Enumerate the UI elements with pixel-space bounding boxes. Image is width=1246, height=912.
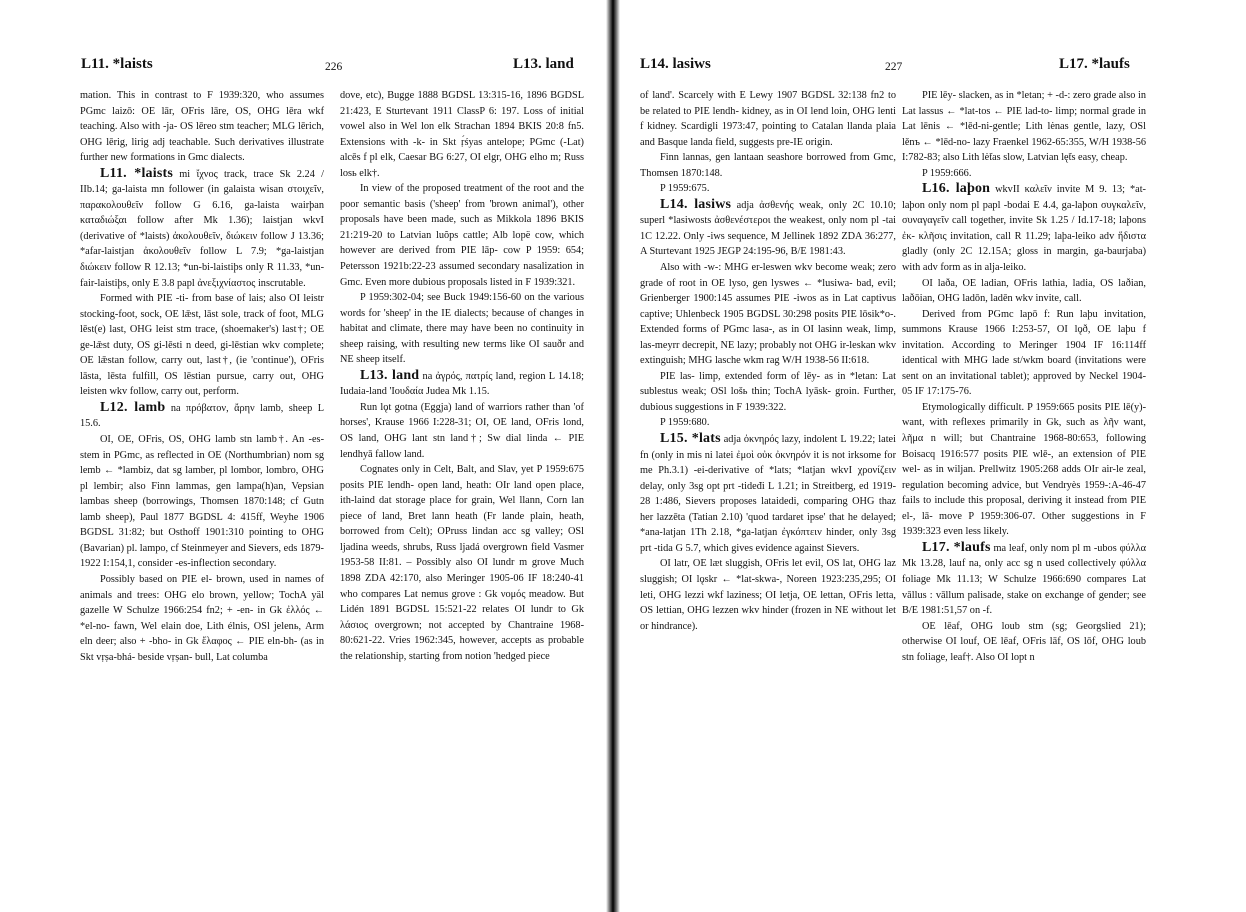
entry-lemma: L12. lamb: [100, 399, 166, 415]
paragraph-text: P 1959:302-04; see Buck 1949:156-60 on the various words for 'sheep' in the IE dialects; because of changes in habitat and climate, there may have been no continuity in sheep raising, with resulting new terms like OI sauðr and NE sheep itself.: [340, 292, 584, 366]
paragraph-text: OI, OE, OFris, OS, OHG lamb stn lamb†. An -es-stem in PGmc, as reflected in OE (Northumbrian) nom sg lemb ← *lambiz, dat sg lamber, pl lombor, lombro, OHG pl lembir; also Finn lammas, gen lampa(h)an, Vepsian lambas sheep (borrowings, Thomsen 1870:148; cf Gutn lamb sheep), Paul 1877 BGDSL 4: 415ff, Weyhe 1906 BGDSL 31:82; but Osthoff 1901:310 pointing to OHG (Bavarian) pl. lampo, cf Steinmeyer and Sievers, eds 1879-1922 I:154,1, consider -es-inflection secondary.: [80, 434, 324, 570]
paragraph-text: P 1959:675.: [660, 183, 710, 195]
text-column-2: [902, 88, 1146, 665]
entry-paragraph: [902, 181, 1146, 275]
text-column-1: [80, 88, 324, 665]
paragraph-text: Run lǫt gotna (Eggja) land of warriors rather than 'of horses', Krause 1966 I:228-31; OI, OE land, OFris lond, OS land, OHG lant stn land†; Sw dial linda ← PIE lendhyā fallow land.: [340, 401, 584, 460]
paragraph: [340, 290, 584, 368]
paragraph: [902, 276, 1146, 307]
paragraph-text: P 1959:666.: [922, 167, 972, 179]
paragraph-text: Cognates only in Celt, Balt, and Slav, yet P 1959:675 posits PIE lendh- open land, heath: OIr land open place, ith-laind dat storage place for grain, Wel llann, Corn lan piece of land, Bret lann heath (Fr lande plain, heath, borrowed from Celt); OPruss lindan acc sg valley; OSl ljadina weeds, shrubs, Russ ljadá overgrown field Vasmer 1953-58 II:81. – Possibly also OI lundr m grove Much 1898 ZDA 42:170, also Meringer 1905-06 IF 18:240-41 who compares Lat nemus grove : Gk νομός meadow. But Lidén 1891 BGDSL 15:521-22 relates OI lundr to Gk λάσιος overgrown; not accepted by Chantraine 1968-80:621-22. Vries 1962:345, however, accepts as probable the relationship, starting from notion 'hedged piece: [340, 464, 584, 662]
running-head-right: L17. *laufs: [1059, 56, 1130, 72]
page-number: 227: [885, 61, 903, 73]
paragraph: [902, 88, 1146, 166]
paragraph: [902, 307, 1146, 400]
paragraph: [640, 88, 896, 150]
paragraph: [640, 556, 896, 634]
paragraph-text: mi ἴχνος track, trace Sk 2.24 / IIb.14; ga-laista mn follower (in galaista wisan στοιχεῖν, παρακολουθεῖν follow G 6.16, ga-laista wairþan καταδιώξαι follow after Mk 1.36); laistjan wkvI (derivative of *laists) ἀκολουθεῖν, διώκειν follow J 13.36; *afar-laistjan ἀκολουθεῖν follow L 7.9; *ga-laistjan διώκειν follow R 12.13; *un-bi-laistiþs only R 11.33, *un-fair-laistiþs, only E 3.8 papl ἀνεξιχνίαστος inscrutable.: [80, 168, 324, 289]
paragraph-text: ma leaf, only nom pl m -ubos φύλλα Mk 13.28, lauf na, only acc sg n used collectively φύλλα foliage Mk 11.13; W Schulze 1966:690 compares Lat vāllus : vāllum palisade, stake on exchange of gender; see B/E 1981:51,57 on -f.: [902, 542, 1146, 617]
text-column-1: [640, 88, 896, 634]
paragraph-text: dove, etc), Bugge 1888 BGDSL 13:315-16, 1896 BGDSL 21:423, E Sturtevant 1911 ClassP 6: 197. Loss of initial vowel also in Wel lon elk Strachan 1894 BKIS 20:8 fn5. Extensions with -k- in Skt ṛ́śyas antelope; PGmc (-Lat) alcēs f pl elk, Caesar BG 6:27, OI elgr, OHG elho m; Russ losь elk†.: [340, 90, 584, 179]
entry-lemma: L17. *laufs: [922, 539, 991, 555]
paragraph-text: OE lēaf, OHG loub stm (sg; Georgslied 21); otherwise OI louf, OE lēaf, OFris lāf, OS lōf, OHG loub stn foliage, leaf†. Also OI lopt n: [902, 620, 1146, 663]
entry-paragraph: [640, 431, 896, 556]
paragraph-text: OI laða, OE ladian, OFris lathia, ladia, OS laðian, laðōian, OHG ladōn, ladēn wkv invite, call.: [902, 277, 1146, 305]
paragraph: [902, 619, 1146, 666]
entry-paragraph: [80, 166, 324, 291]
paragraph-text: Finn lannas, gen lantaan seashore borrowed from Gmc, Thomsen 1870:148.: [640, 152, 896, 179]
paragraph-text: PIE las- limp, extended form of lēy- as in *letan: Lat sublestus weak; OSl lošь thin; TochA lyāsk- groin. Further, dubious suggestions in F 1939:322.: [640, 370, 896, 413]
paragraph: [80, 291, 324, 400]
entry-lemma: L11. *laists: [100, 165, 174, 181]
paragraph-text: adja ὀκνηρός lazy, indolent L 19.22; latei fn (only in mis ni latei ἐμοὶ οὐκ ὀκνηρόν it is not irksome for me Ph.3.1) -ei-derivative of *lats; *latjan wkvI χρονίζειν delay, only 3sg opt prt -tideđi L 1.21; in Streitberg, ed 1919-28 1:486, Sievers proposes lataidedi, comparing OHG thaz her lazzēta (Tatian 2.10) 'quod tardaret ipse' that he delayed; *ana-latjan 1Th 2.18, *ga-latjan ἐγκόπτειν hinder, only 3sg prt -tida G 5.7, which gives evidence against Sievers.: [640, 434, 896, 554]
entry-lemma: L13. land: [360, 367, 420, 383]
paragraph: [340, 88, 584, 181]
paragraph: [902, 166, 1146, 182]
entry-lemma: L15. *lats: [660, 431, 721, 447]
running-head-right: L13. land: [513, 56, 574, 72]
paragraph-text: mation. This in contrast to F 1939:320, who assumes PGmc laizō: OE lār, OFris lāre, OS, OHG lēra wkf teaching. Also with -ja- OS lēreo stm teacher; MLG lērich, OHG lērig, lirig adj teachable. Such derivatives illustrate further new formations in Gmc dialects.: [80, 90, 324, 164]
paragraph: [340, 462, 584, 664]
text-column-2: [340, 88, 584, 664]
paragraph: [80, 88, 324, 166]
paragraph: [640, 369, 896, 416]
paragraph-text: Derived from PGmc lapō f: Run laþu invitation, summons Krause 1966 I:253-57, OI lǫð, OE laþu f invitation. According to Meringer 1904 IF 16:114ff identical with MHG lade st/wkm board (invitations were sent on an invitational tablet); approved by Neckel 1904-05 IF 17:175-76.: [902, 308, 1146, 398]
paragraph: [640, 150, 896, 181]
paragraph: [80, 572, 324, 665]
paragraph: [640, 260, 896, 369]
left-page: [0, 0, 606, 912]
book-spine-gutter: [606, 0, 620, 912]
entry-paragraph: [902, 540, 1146, 619]
running-head-left: L14. lasiws: [640, 56, 711, 72]
paragraph: [902, 400, 1146, 540]
paragraph: [340, 181, 584, 290]
entry-paragraph: [80, 400, 324, 432]
right-page: [620, 0, 1246, 912]
paragraph-text: Possibly based on PIE el- brown, used in names of animals and trees: OHG elo brown, yellow; TochA yäl gazelle W Schulze 1966:254 fn2; + -en- in Gk ἐλλός ← *el-no- fawn, Wel elain doe, Lith élnis, OSl jelenь, Arm eln deer; also + -bho- in Gk ἔλαφος ← PIE eln-bh- (as in Skt vṛṣa-bhá- beside vṛṣan- bull, Lat columba: [80, 573, 324, 663]
paragraph-text: In view of the proposed treatment of the root and the poor semantic basis ('sheep' from 'brown animal'), other proposals have been made, such as Mikkola 1896 BKIS 21:219-20 to Latvian luõps cattle; Alb lopë cow, which however are derived from PIE lāp- cow P 1959: 654; Petersson 1921b:22-23 assumed secondary nasalization in Gmc. Even more dubious proposals listed in F 1939:321.: [340, 183, 584, 288]
paragraph-text: PIE lēy- slacken, as in *letan; + -d-: zero grade also in Lat lassus ← *lat-tos ← PIE lad-to- limp; normal grade in Lat lēnis ← *lēd-ni-gentle; Lith lėnas gentle, lazy, OSl lěnъ ← *lēd-no- lazy Fraenkel 1962-65:355, W/H 1938-56 I:782-83; also Lith lė̃tas slow, Latvian lę̃ts easy, cheap.: [902, 90, 1146, 164]
paragraph-text: wkvII καλεῖν invite M 9. 13; *at-laþon only nom pl papl -bodai E 4.4, ga-laþon συγκαλεῖν, συναγαγεῖν call together, invite Sk 1.25 / Id.17-18; laþons ἐκ- κλῆσις invitation, call R 11.29; laþa-leiko adv ἥδιστα gladly (only 2C 12.15A; gloss in margin, ga-baurjaba) with adv form as in alja-leiko.: [902, 184, 1146, 274]
paragraph-text: adja ἀσθενής weak, only 2C 10.10; superl *lasiwosts ἀσθενέστεροι the weakest, only nom pl -tai 1C 12.22. Only -iws sequence, M Jellinek 1892 ZDA 36:277, A Sturtevant 1925 JEGP 24:195-96, B/E 1981:43.: [640, 199, 896, 258]
paragraph: [80, 432, 324, 572]
entry-paragraph: [640, 197, 896, 260]
paragraph: [640, 181, 896, 197]
paragraph-text: of land'. Scarcely with E Lewy 1907 BGDSL 32:138 fn2 to be related to PIE lendh- kidney, as in OI lend loin, OHG lenti f kidney. Scardigli 1973:47, pointing to Catalan llanda plaia and Basque landa field, suggests pre-IE origin.: [640, 90, 896, 148]
entry-lemma: L14. lasiws: [660, 196, 732, 212]
paragraph-text: OI latr, OE læt sluggish, OFris let evil, OS lat, OHG laz sluggish; OI lǫskr ← *lat-skwa-, Noreen 1923:235,295; OI leti, OHG lezzi wkf laziness; OI letja, OE lettan, OFris letta, OS lettian, OHG lezzen wkv hinder (frozen in NE without let or hindrance).: [640, 558, 896, 632]
paragraph-text: Also with -w-: MHG er-leswen wkv become weak; zero grade of root in OE lyso, gen lyswes ← *lusiwa- bad, evil; Grienberger 1900:145 assumes PIE -iwos as in Lat captivus captive; Uhlenbeck 1905 BGDSL 30:298 posits PIE lōsik*o-. Extended forms of PGmc lasa-, as in OI lasinn weak, limp, las-meyrr decrepit, NE lazy; probably not OHG ir-leskan wkv extinguish; MHG lasche wkm rag W/H 1938-56 II:618.: [640, 262, 896, 367]
page-number: 226: [325, 61, 343, 73]
paragraph-text: na πρόβατον, ἄρην lamb, sheep L 15.6.: [80, 402, 324, 430]
entry-paragraph: [340, 368, 584, 400]
entry-lemma: L16. laþon: [922, 181, 991, 197]
paragraph-text: P 1959:680.: [660, 417, 710, 429]
paragraph: [640, 415, 896, 431]
paragraph: [340, 400, 584, 462]
paragraph-text: Etymologically difficult. P 1959:665 posits PIE lē(y)- want, with reflexes primarily in Gk, such as λῆν want, λῆμα n will; but Chantraine 1968-80:653, following Boisacq 1916:577 posits PIE wlē-, an extension of PIE wel- as in wiljan. Prellwitz 1905:268 adds OIr air-le zeal, regulation becoming advice, but Vendryès 1959-:A-46-47 fails to include this proposal, deriving it instead from PIE el-, lā- move P 1959:306-07. Other suggestions in F 1939:323 even less likely.: [902, 401, 1146, 538]
paragraph-text: Formed with PIE -ti- from base of lais; also OI leistr stocking-foot, sock, OE lǣst, lāst sole, track of foot, MLG lēst(e) last, OHG leist stm trace, (shoemaker's) last†; OE ge-lǣst duty, OS gi-lēsti n deed, gi-lēstian wkv complete; OE lǣstan follow, carry out, last†, (ie 'continue'), OFris lāsta, lēsta fulfill, OS lēstian pursue, carry out, OHG leisten wkv follow, carry out, perform.: [80, 293, 324, 398]
running-head-left: L11. *laists: [81, 56, 153, 72]
paragraph-text: na ἀγρός, πατρίς land, region L 14.18; Iudaia-land 'Ιουδαία Judea Mk 1.15.: [340, 370, 584, 398]
